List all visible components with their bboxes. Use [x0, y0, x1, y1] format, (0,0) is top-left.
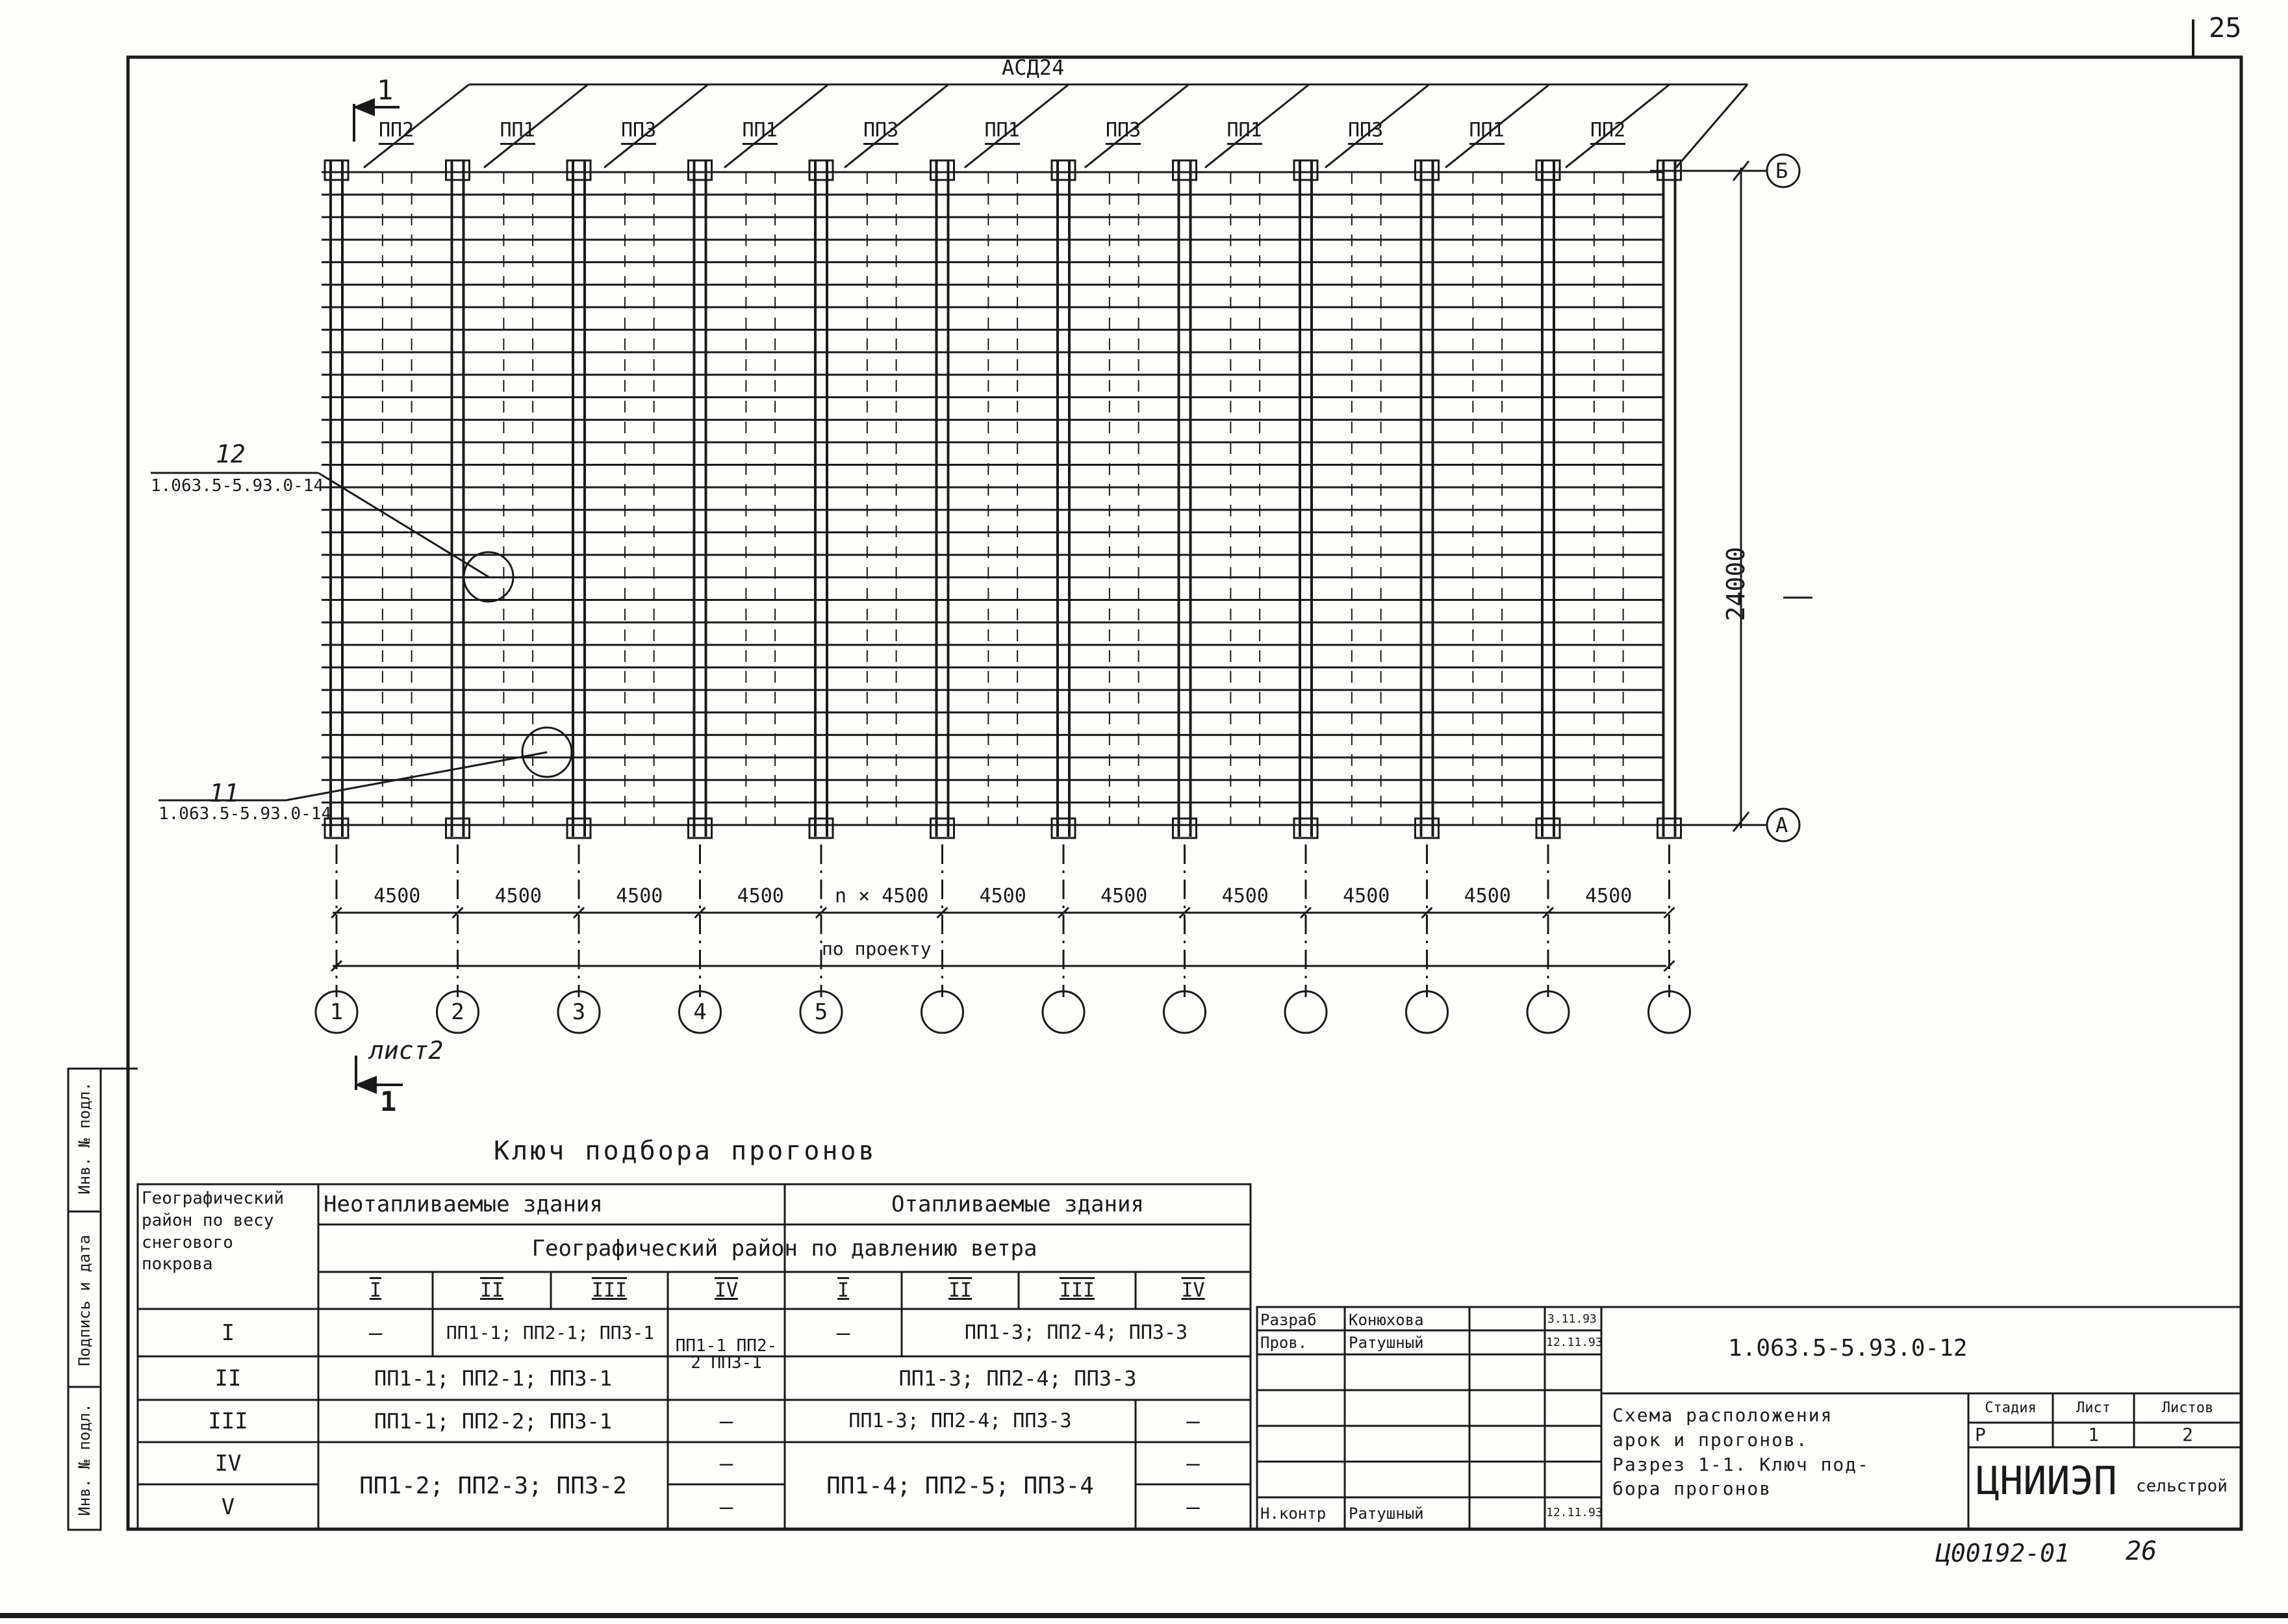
row1-u23: ПП1-1; ПП2-1; ПП3-1 [446, 1321, 655, 1343]
col-region-snow [138, 1184, 318, 1309]
tb-stage: Р [1975, 1424, 1986, 1445]
arch-support-bracket [689, 160, 712, 180]
wind-column-header: IV [714, 1278, 739, 1302]
row1-u1: — [368, 1319, 383, 1346]
arch-support-bracket [1416, 818, 1439, 838]
row1-u4 [668, 1309, 785, 1400]
row-axis-a-label: А [1775, 813, 1788, 837]
span-dimension-label: n × 4500 [835, 885, 929, 907]
row3-u4: — [719, 1408, 733, 1434]
wind-column-header: IV [1181, 1278, 1205, 1302]
wind-column-header: II [479, 1278, 504, 1302]
group-unheated: Неотапливаемые здания [324, 1191, 603, 1217]
tb-stage-label: Стадия [1985, 1399, 2037, 1416]
total-dimension-label: по проекту [822, 938, 932, 959]
callout-12-ref: 1.063.5-5.93.0-14 [151, 476, 324, 496]
span-dimension-label: 4500 [1100, 885, 1148, 907]
purlin-label: ПП1 [500, 121, 535, 145]
tb-document-code: 1.063.5-5.93.0-12 [1728, 1335, 1968, 1362]
tb-date-1: 3.11.93 [1547, 1312, 1597, 1326]
row3-h123: ПП1-3; ПП2-4; ПП3-3 [848, 1409, 1072, 1432]
tb-sheets: 2 [2182, 1424, 2193, 1445]
tb-role-1: Разраб [1260, 1311, 1317, 1329]
tb-date-3: 12.11.93 [1546, 1506, 1603, 1519]
row1-u4-text: ПП1-1 ПП2-2 ПП3-1 [675, 1336, 778, 1373]
side-stamp-2: Подпись и дата [75, 1234, 94, 1367]
arch-support-bracket [931, 818, 954, 838]
rows45-heated: ПП1-4; ПП2-5; ПП3-4 [826, 1472, 1094, 1499]
arch-support-bracket [1173, 818, 1197, 838]
span-dimension-label: 4500 [737, 885, 784, 907]
tb-sheets-label: Листов [2161, 1399, 2214, 1416]
tb-description-line-4: бора прогонов [1612, 1478, 1772, 1500]
row3-snow: III [208, 1408, 248, 1434]
row2-u123: ПП1-1; ПП2-1; ПП3-1 [374, 1365, 613, 1391]
column-axis-number: 4 [693, 999, 707, 1025]
purlin-label: ПП3 [863, 121, 898, 145]
column-axis-number [1164, 991, 1206, 1033]
arch-support-bracket [809, 818, 833, 838]
row5-h4: — [1186, 1494, 1200, 1520]
tb-name-2: Ратушный [1349, 1334, 1424, 1352]
rows45-unheated: ПП1-2; ПП2-3; ПП3-2 [359, 1472, 627, 1499]
tb-name-1: Конюхова [1349, 1311, 1424, 1329]
wind-column-header: III [591, 1278, 628, 1302]
row2-snow: II [214, 1365, 242, 1391]
ridge-label: АСД24 [1002, 55, 1065, 80]
tb-sheet: 1 [2088, 1424, 2099, 1445]
tb-sheet-label: Лист [2076, 1399, 2111, 1416]
span-dimension-lines [331, 844, 1675, 997]
purlin-label: ПП2 [1590, 121, 1625, 145]
tb-description-line-3: Разрез 1-1. Ключ под- [1612, 1453, 1870, 1475]
arch-support-bracket [689, 818, 712, 838]
arch-support-bracket [931, 160, 954, 180]
tb-description [1612, 1403, 1870, 1501]
row4-snow: IV [214, 1450, 242, 1477]
ridge-hatch [364, 84, 1748, 168]
column-axis-number [1406, 991, 1448, 1033]
col-region-snow-text: Географический район по весу снегового покрова [142, 1189, 285, 1275]
purlin-label: ПП1 [743, 121, 778, 145]
arch-support-bracket [325, 160, 348, 180]
purlin-label: ПП1 [1469, 121, 1505, 145]
tb-organization: ЦНИИЭП [1976, 1458, 2117, 1504]
height-dimension [1733, 161, 1812, 831]
purlin-label: ПП1 [1227, 121, 1262, 145]
column-axis-number [1527, 991, 1569, 1033]
column-axis-number [1285, 991, 1327, 1033]
side-stamp-3: Инв. № подл. [75, 1403, 94, 1516]
span-dimension-label: 4500 [1221, 885, 1269, 907]
span-dimension-label: 4500 [1585, 885, 1633, 907]
arch-support-bracket [567, 818, 591, 838]
arch-support-bracket [1658, 818, 1681, 838]
footer-page: 26 [2126, 1536, 2157, 1566]
section-mark-top-label: 1 [377, 74, 394, 106]
tb-date-2: 12.11.93 [1546, 1336, 1603, 1349]
sheet-number: 25 [2209, 12, 2242, 44]
arch-support-bracket [1416, 160, 1439, 180]
tb-name-3: Ратушный [1349, 1504, 1424, 1523]
arch-support-bracket [1052, 818, 1075, 838]
row3-h4: — [1186, 1408, 1200, 1434]
wind-column-header: II [948, 1278, 972, 1302]
arch-support-bracket [1536, 818, 1560, 838]
arch-support-bracket [1536, 160, 1560, 180]
tb-organization-sub: сельстрой [2136, 1477, 2228, 1496]
row5-snow: V [221, 1494, 235, 1520]
column-axis-number: 3 [572, 999, 586, 1025]
column-axis-circles [316, 991, 1690, 1033]
wind-header: Географический район по давлению ветра [531, 1235, 1037, 1262]
footer-code: Ц00192-01 [1936, 1539, 2070, 1567]
tb-description-line-1: Схема расположения [1612, 1404, 1833, 1426]
arch-support-bracket [446, 160, 470, 180]
tb-role-2: Пров. [1260, 1334, 1308, 1352]
column-axis-number [1649, 991, 1690, 1033]
wind-column-header: I [369, 1278, 382, 1302]
side-stamp-1: Инв. № подл. [75, 1082, 94, 1195]
arch-support-bracket [1294, 818, 1317, 838]
span-dimension-label: 4500 [979, 885, 1026, 907]
column-axis-number: 2 [451, 999, 464, 1025]
callout-12-number: 12 [216, 440, 246, 468]
column-axis-number: 1 [329, 999, 344, 1025]
wind-column-header: I [837, 1278, 850, 1302]
key-table-title: Ключ подбора прогонов [494, 1136, 877, 1166]
section-mark-bottom-label: 1 [380, 1085, 397, 1117]
arch-support-bracket [446, 818, 470, 838]
arch-support-bracket [1294, 160, 1317, 180]
purlin-label: ПП3 [1348, 121, 1383, 145]
purlin-label: ПП3 [1106, 121, 1141, 145]
row1-snow: I [221, 1319, 235, 1346]
span-dimension-label: 4500 [494, 885, 542, 907]
callout-11-number: 11 [209, 779, 239, 807]
row4-h4: — [1186, 1450, 1200, 1477]
arch-support-bracket [1173, 160, 1197, 180]
row2-h123: ПП1-3; ПП2-4; ПП3-3 [898, 1365, 1137, 1391]
row1-h234: ПП1-3; ПП2-4; ПП3-3 [964, 1321, 1188, 1344]
height-dimension-label: 24000 [1722, 546, 1751, 622]
tb-role-3: Н.контр [1260, 1504, 1327, 1523]
arch-support-bracket [567, 160, 591, 180]
span-dimension-label: 4500 [616, 885, 663, 907]
purlin-label: ПП1 [985, 121, 1020, 145]
arch-support-bracket [1052, 160, 1075, 180]
wind-column-header: III [1059, 1278, 1095, 1302]
purlin-lines [322, 172, 1663, 825]
column-axis-number [922, 991, 963, 1033]
tb-description-line-2: арок и прогонов. [1612, 1428, 1809, 1451]
purlin-label: ПП2 [379, 121, 414, 145]
callout-11-ref: 1.063.5-5.93.0-14 [159, 804, 332, 824]
callout-leaders [151, 473, 572, 800]
row4-u4: — [719, 1450, 733, 1477]
section-sheet-ref: лист2 [369, 1036, 444, 1065]
span-dimension-label: 4500 [1464, 885, 1511, 907]
span-dimension-label: 4500 [1343, 885, 1390, 907]
span-dimension-label: 4500 [374, 885, 421, 907]
row-axis-b-label: Б [1775, 159, 1788, 183]
row5-u4: — [719, 1494, 733, 1520]
row3-u123: ПП1-1; ПП2-2; ПП3-1 [374, 1408, 613, 1434]
purlin-label: ПП3 [621, 121, 656, 145]
row1-h1: — [836, 1319, 850, 1346]
column-axis-number: 5 [814, 999, 828, 1025]
column-axis-number [1043, 991, 1084, 1033]
group-heated: Отапливаемые здания [891, 1191, 1144, 1217]
arch-support-bracket [809, 160, 833, 180]
